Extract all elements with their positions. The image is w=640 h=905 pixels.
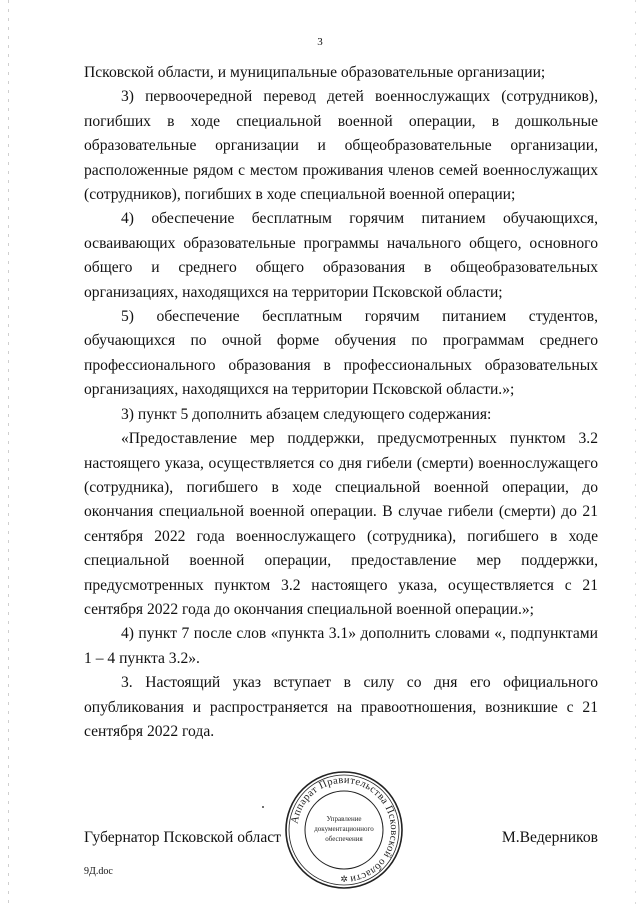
paragraph-quoted-text: «Предоставление мер поддержки, предусмотренных пунктом 3.2 настоящего указа, осуществляется со дня гибели (смерти) военнослужащего (сотрудника), погибшего в ходе специальной военной операции, до окончания специальной военной операции. В случае гибели (смерти) до 21 сентября 2022 года военнослужащего (сотрудника), погибшего в ходе специальной военной операции, предоставление мер поддержки, предусмотренных пунктом 3.2 настоящего указа, осуществляется с 21 сентября 2022 года до окончания специальной военной операции.»; xyxy=(84,430,598,618)
stamp-ring-text: Аппарат Правительства Псковской области xyxy=(289,774,400,885)
paragraph-amendment-point-7: 4) пункт 7 после слов «пункта 3.1» дополнить словами «, подпунктами 1 – 4 пункта 3.2». xyxy=(84,625,598,667)
paragraph-amendment-point-5: 3) пункт 5 дополнить абзацем следующего содержания: xyxy=(121,405,492,423)
scan-edge-right xyxy=(635,0,636,905)
paragraph-item-3: 3) первоочередной перевод детей военнослужащих (сотрудников), погибших в ходе специальной военной операции, в дошкольные образовательные организации и общеобразовательные организации, расположенные рядом с местом проживания членов семей военнослужащих (сотрудников), погибших в ходе специальной военной операции; xyxy=(84,88,598,204)
paragraph-item-5: 5) обеспечение бесплатным горячим питанием студентов, обучающихся по очной форме обучения по программам среднего профессионального образования в профессиональных образовательных организациях, находящихся на территории Псковской области.»; xyxy=(84,308,598,399)
stamp-center-line-3: обеспечения xyxy=(325,835,363,843)
scan-speck xyxy=(262,806,264,808)
stamp-center-line-1: Управление xyxy=(326,815,362,823)
signature-name: М.Ведерников xyxy=(501,829,598,846)
page-number: 3 xyxy=(317,36,323,48)
svg-text:✲: ✲ xyxy=(340,875,348,885)
scan-edge-left xyxy=(8,0,9,905)
official-stamp xyxy=(279,770,409,890)
signature-title: Губернатор Псковской област xyxy=(84,829,281,846)
paragraph-continuation: Псковской области, и муниципальные образовательные организации; xyxy=(84,64,546,81)
paragraph-item-4: 4) обеспечение бесплатным горячим питанием обучающихся, осваивающих образовательные программы начального общего, основного общего и среднего общего образования в общеобразовательных организациях, находящихся на территории Псковской области; xyxy=(84,210,598,301)
document-body xyxy=(84,61,598,744)
paragraph-entry-into-force: 3. Настоящий указ вступает в силу со дня его официального опубликования и распространяется на правоотношения, возникшие с 21 сентября 2022 года. xyxy=(84,674,598,740)
stamp-center-line-2: документационного xyxy=(314,825,374,833)
file-name-footer: 9Д.doc xyxy=(84,866,113,877)
